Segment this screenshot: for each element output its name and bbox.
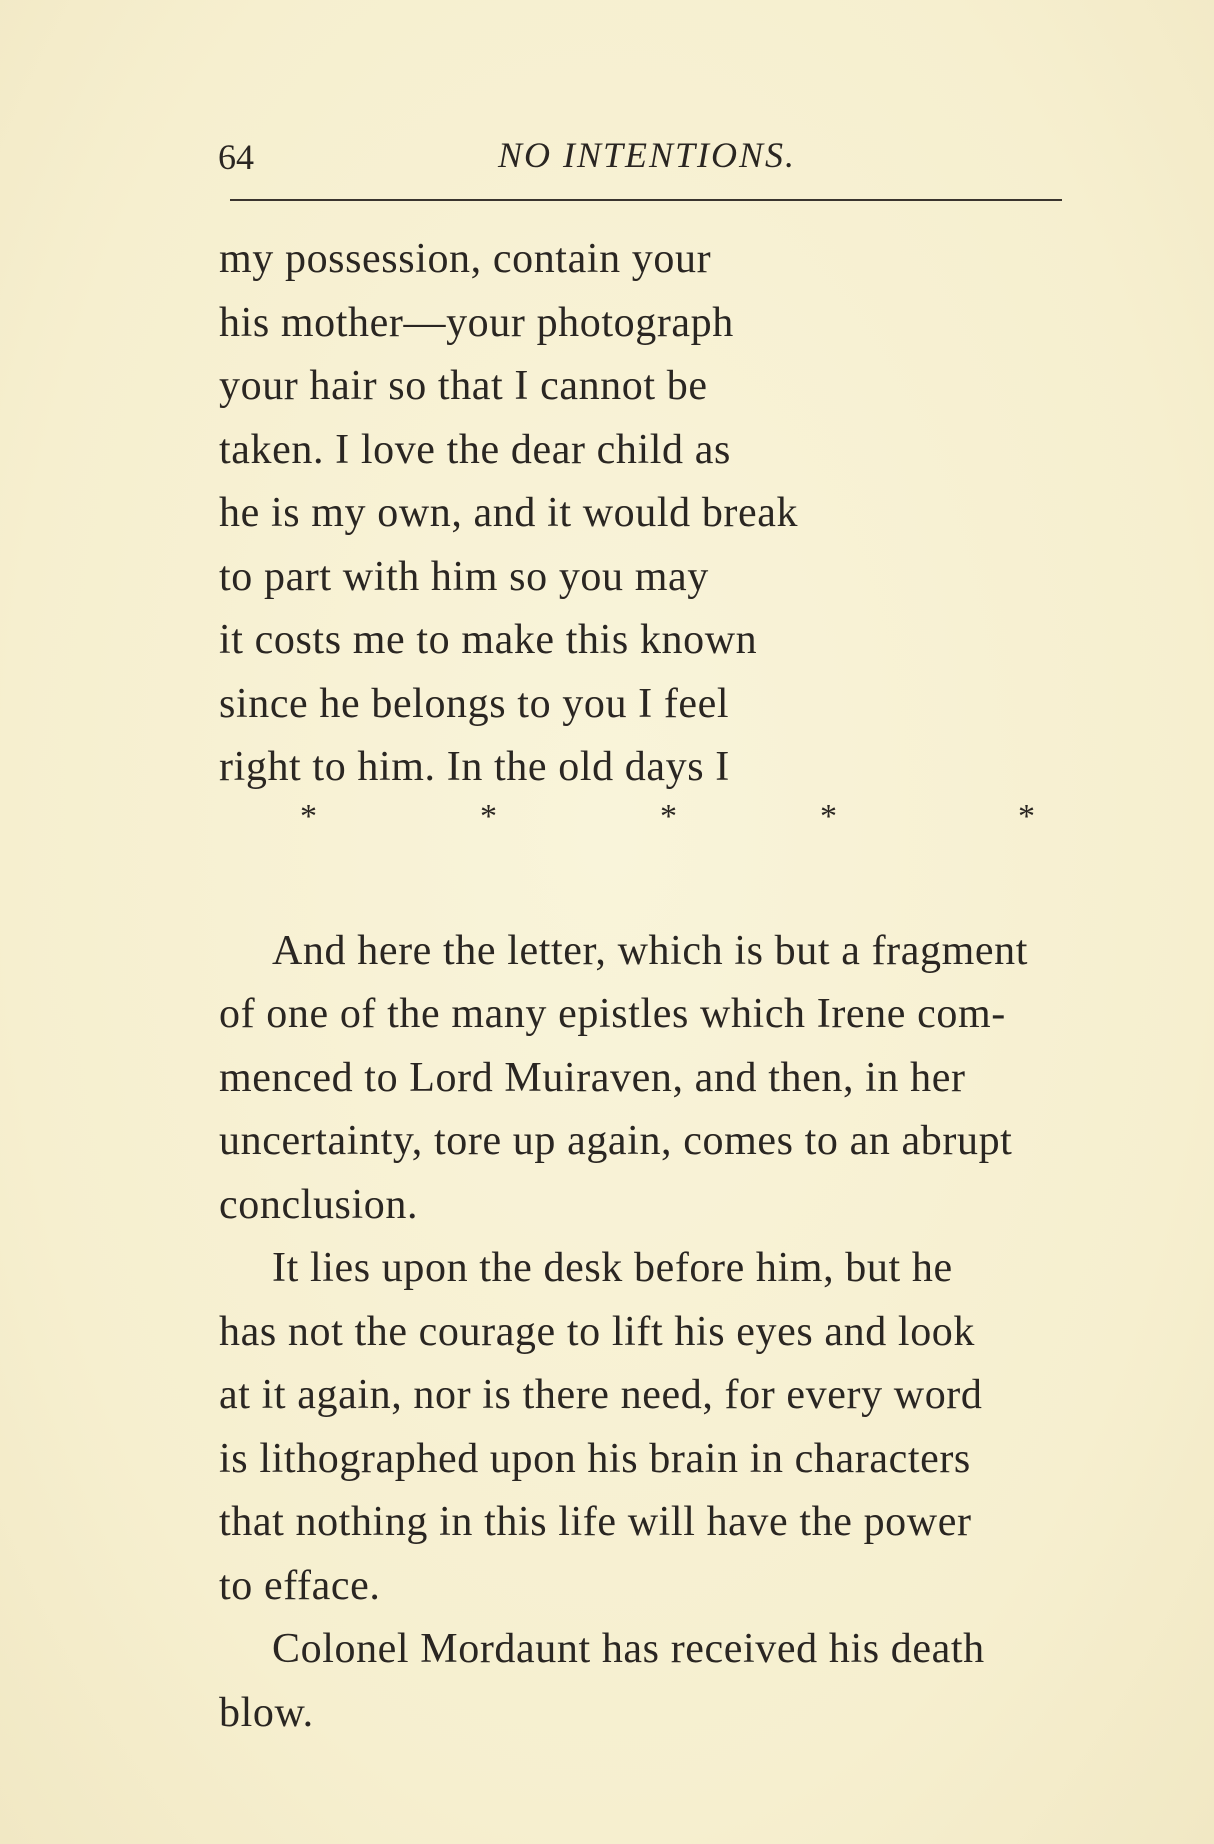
body-line: has not the courage to lift his eyes and look	[219, 1309, 975, 1355]
asterisk: *	[480, 798, 497, 835]
page-header	[218, 130, 1058, 180]
header-rule	[230, 199, 1062, 201]
letter-line: right to him. In the old days I	[219, 744, 730, 790]
asterisk: *	[1018, 798, 1035, 835]
letter-line: his mother—your photograph	[219, 300, 734, 346]
letter-line: it costs me to make this known	[219, 617, 758, 663]
letter-line: my possession, contain your	[219, 236, 712, 282]
running-head: NO INTENTIONS.	[498, 135, 797, 175]
asterisk-separator	[300, 800, 1040, 840]
body-line: of one of the many epistles which Irene com-	[219, 991, 1006, 1037]
asterisk: *	[300, 798, 317, 835]
body-line: blow.	[219, 1690, 314, 1736]
body-line: And here the letter, which is but a fragment	[272, 928, 1028, 974]
asterisk: *	[660, 798, 677, 835]
body-line: is lithographed upon his brain in characters	[219, 1436, 971, 1482]
body-line: that nothing in this life will have the power	[219, 1499, 972, 1545]
body-line: Colonel Mordaunt has received his death	[272, 1626, 985, 1672]
body-line: uncertainty, tore up again, comes to an abrupt	[219, 1118, 1013, 1164]
asterisk: *	[820, 798, 837, 835]
letter-line: your hair so that I cannot be	[219, 363, 708, 409]
letter-line: taken. I love the dear child as	[219, 427, 731, 473]
letter-line: to part with him so you may	[219, 554, 709, 600]
page-number: 64	[218, 137, 254, 177]
body-line: conclusion.	[219, 1182, 419, 1228]
body-line: It lies upon the desk before him, but he	[272, 1245, 953, 1291]
body-line: to efface.	[219, 1563, 381, 1609]
letter-line: he is my own, and it would break	[219, 490, 799, 536]
body-line: menced to Lord Muiraven, and then, in her	[219, 1055, 966, 1101]
letter-line: since he belongs to you I feel	[219, 681, 730, 727]
body-line: at it again, nor is there need, for every word	[219, 1372, 983, 1418]
